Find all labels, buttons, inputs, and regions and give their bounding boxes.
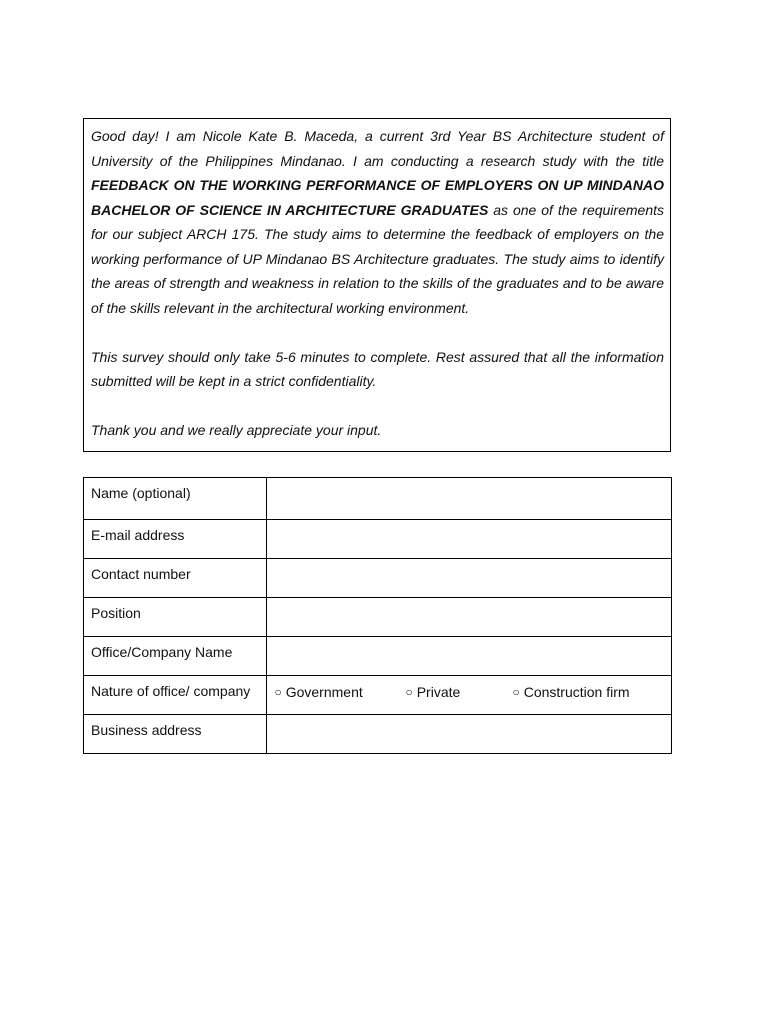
office-label: Office/Company Name [84, 637, 267, 676]
name-field[interactable] [267, 478, 672, 520]
table-row-contact [84, 559, 672, 598]
radio-construction-firm[interactable] [512, 684, 629, 700]
table-row-nature [84, 676, 672, 715]
radio-construction-firm-label: Construction firm [523, 684, 630, 700]
address-label: Business address [84, 715, 267, 754]
radio-private-label: Private [416, 684, 461, 700]
radio-circle-icon[interactable]: ○ [512, 685, 520, 699]
table-row-address [84, 715, 672, 754]
table-row-name [84, 478, 672, 520]
table-row-email [84, 520, 672, 559]
contact-label: Contact number [84, 559, 267, 598]
radio-circle-icon[interactable]: ○ [405, 685, 413, 699]
position-field[interactable] [267, 598, 672, 637]
name-label: Name (optional) [84, 478, 267, 520]
nature-radio-group [274, 676, 671, 700]
nature-options-cell [267, 676, 672, 715]
radio-government[interactable] [274, 684, 405, 700]
contact-field[interactable] [267, 559, 672, 598]
position-label: Position [84, 598, 267, 637]
radio-private[interactable] [405, 684, 512, 700]
intro-text-part1: Good day! I am Nicole Kate B. Maceda, a current 3rd Year BS Architecture student of University of the Philippines Mindanao. I am conducting a research study with the title [91, 128, 664, 169]
intro-paragraph-2: This survey should only take 5-6 minutes to complete. Rest assured that all the information submitted will be kept in a strict confidentiality. [91, 348, 664, 389]
respondent-info-table [83, 477, 672, 754]
nature-label: Nature of office/ company [84, 676, 267, 715]
office-field[interactable] [267, 637, 672, 676]
email-field[interactable] [267, 520, 672, 559]
intro-paragraph-3: Thank you and we really appreciate your input. [91, 422, 382, 438]
radio-government-label: Government [285, 684, 363, 700]
study-title: FEEDBACK ON THE WORKING PERFORMANCE OF EMPLOYERS ON UP MINDANAO BACHELOR OF SCIENCE IN ARCHITECTURE GRADUATES [91, 177, 664, 218]
intro-text-part2: as one of the requirements for our subject ARCH 175. The study aims to determine the feedback of employers on the working performance of UP Mindanao BS Architecture graduates. The study aims to identify the areas of strength and weakness in relation to the skills of the graduates and to be aware of the skills relevant in the architectural working environment. [91, 201, 664, 316]
table-row-office [84, 637, 672, 676]
email-label: E-mail address [84, 520, 267, 559]
address-field[interactable] [267, 715, 672, 754]
intro-paragraph-1 [91, 124, 664, 320]
table-row-position [84, 598, 672, 637]
radio-circle-icon[interactable]: ○ [274, 685, 282, 699]
intro-box [83, 118, 671, 452]
